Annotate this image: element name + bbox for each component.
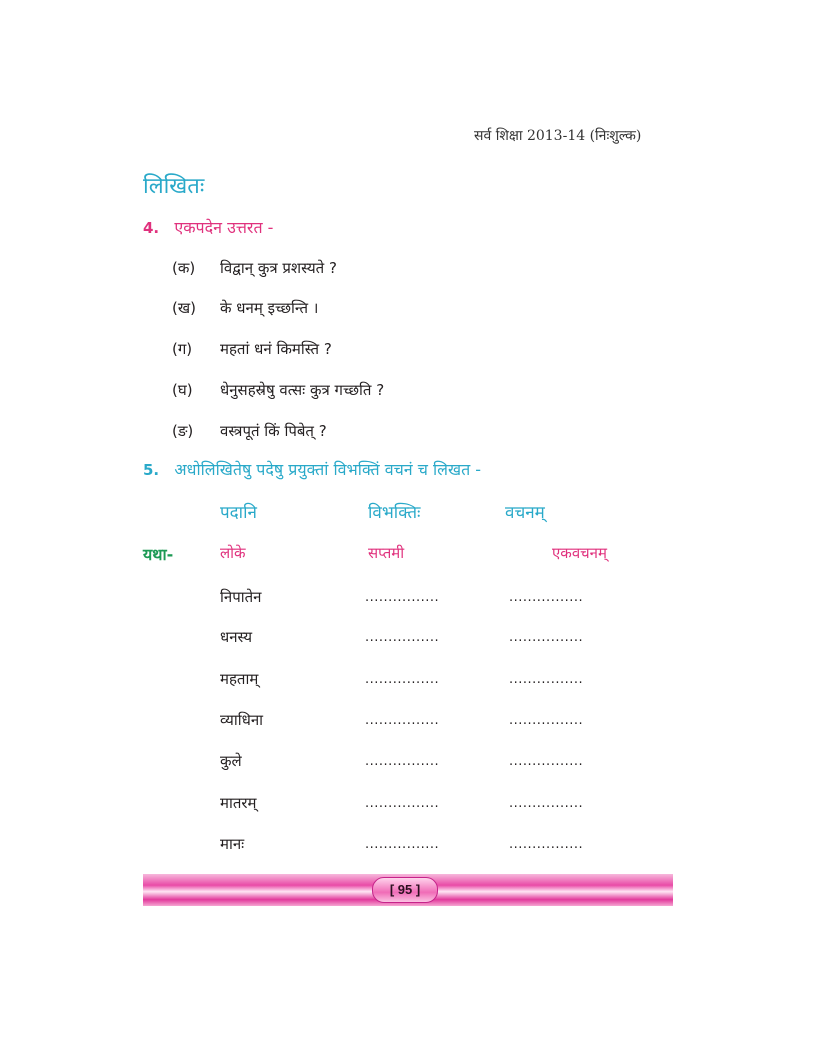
column-header-vachanam: वचनम् — [505, 503, 545, 523]
item-label: (ख) — [172, 299, 196, 317]
example-vibhakti: सप्तमी — [368, 544, 405, 562]
answer-blank-vachan: ................ — [509, 837, 584, 852]
table-row-word: कुले — [220, 752, 242, 770]
table-row-word: निपातेन — [220, 588, 262, 606]
column-header-padani: पदानि — [220, 503, 257, 523]
answer-blank-vibhakti: ................ — [365, 837, 440, 852]
list-item — [172, 298, 319, 318]
item-text: महतां धनं किमस्ति ? — [220, 340, 332, 358]
list-item — [172, 258, 337, 278]
answer-blank-vibhakti: ................ — [365, 713, 440, 728]
list-item — [172, 339, 332, 359]
item-label: (ग) — [172, 340, 193, 358]
answer-blank-vachan: ................ — [509, 590, 584, 605]
answer-blank-vibhakti: ................ — [365, 630, 440, 645]
item-label: (घ) — [172, 381, 193, 399]
item-text: वस्त्रपूतं किं पिबेत् ? — [220, 422, 327, 440]
list-item — [172, 421, 327, 441]
example-label: यथा- — [143, 545, 174, 564]
question-title: एकपदेन उत्तरत - — [174, 218, 274, 237]
answer-blank-vibhakti: ................ — [365, 796, 440, 811]
example-vachan: एकवचनम् — [552, 544, 607, 562]
question-title: अधोलिखितेषु पदेषु प्रयुक्तां विभक्तिं वचनं च लिखत - — [174, 460, 482, 479]
example-word: लोके — [220, 544, 246, 562]
answer-blank-vachan: ................ — [509, 672, 584, 687]
answer-blank-vachan: ................ — [509, 630, 584, 645]
page-header: सर्व शिक्षा 2013-14 (निःशुल्क) — [474, 128, 642, 144]
table-row-word: महताम् — [220, 670, 259, 688]
table-row-word: मातरम् — [220, 794, 257, 812]
question-number: 4. — [143, 219, 160, 237]
answer-blank-vachan: ................ — [509, 754, 584, 769]
item-text: विद्वान् कुत्र प्रशस्यते ? — [220, 259, 337, 277]
answer-blank-vachan: ................ — [509, 796, 584, 811]
table-row-word: मानः — [220, 835, 245, 853]
item-label: (क) — [172, 259, 196, 277]
answer-blank-vachan: ................ — [509, 713, 584, 728]
table-row-word: व्याधिना — [220, 711, 264, 729]
question-5-heading — [143, 458, 481, 480]
section-title: लिखितः — [143, 174, 205, 199]
item-text: के धनम् इच्छन्ति । — [220, 299, 319, 317]
question-number: 5. — [143, 461, 160, 479]
answer-blank-vibhakti: ................ — [365, 590, 440, 605]
answer-blank-vibhakti: ................ — [365, 672, 440, 687]
answer-blank-vibhakti: ................ — [365, 754, 440, 769]
list-item — [172, 380, 384, 400]
item-label: (ङ) — [172, 422, 194, 440]
column-header-vibhakti: विभक्तिः — [368, 503, 421, 523]
table-row-word: धनस्य — [220, 628, 253, 646]
question-4-heading — [143, 216, 273, 238]
item-text: धेनुसहस्रेषु वत्सः कुत्र गच्छति ? — [220, 381, 385, 399]
page-number: [ 95 ] — [372, 877, 438, 903]
